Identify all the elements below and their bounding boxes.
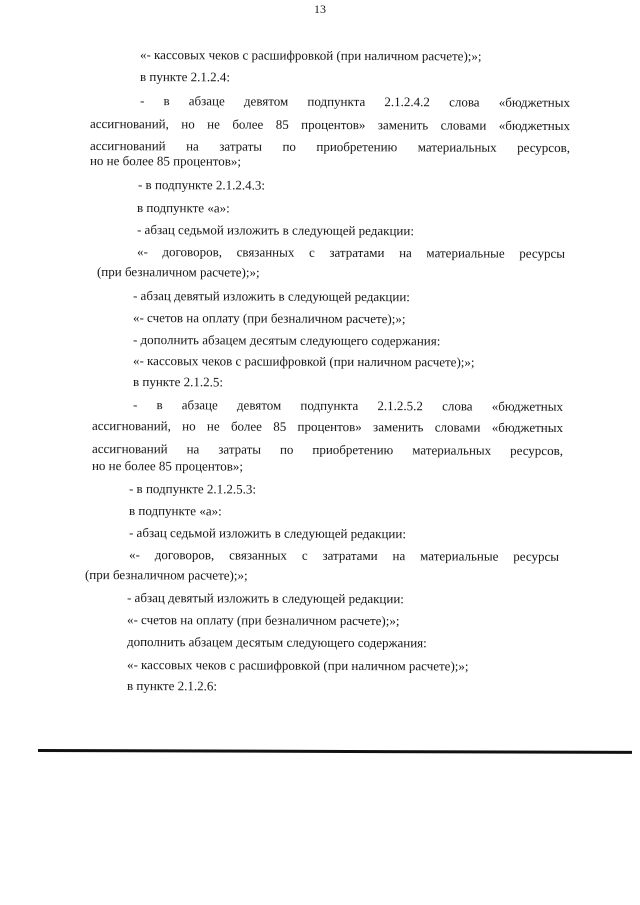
text-line: - абзац девятый изложить в следующей редакции: [126,590,404,607]
text-line: в пункте 2.1.2.4: [139,69,231,85]
text-line: в подпункте «а»: [128,503,222,519]
text-line: «- договоров, связанных с затратами на материальные ресурсы [136,244,566,261]
text-line: в пункте 2.1.2.6: [126,678,218,694]
text-line: «- кассовых чеков с расшифровкой (при наличном расчете);»; [139,47,482,64]
page-number: 13 [314,2,326,16]
text-line: (при безналичном расчете);»; [96,264,260,280]
text-line: ассигнований, но не более 85 процентов» заменить словами «бюджетных [89,116,571,134]
text-line: в подпункте «а»: [136,200,230,216]
text-line: - в абзаце девятом подпункта 2.1.2.4.2 слова «бюджетных [139,93,571,110]
text-line: - дополнить абзацем десятым следующего содержания: [132,332,441,349]
text-line: ассигнований на затраты по приобретению материальных ресурсов, [91,441,564,459]
text-line: - в подпункте 2.1.2.5.3: [128,481,257,497]
text-line: дополнить абзацем десятым следующего содержания: [126,634,427,651]
text-line: - в подпункте 2.1.2.4.3: [137,177,266,193]
text-line: - абзац седьмой изложить в следующей редакции: [128,525,407,542]
text-line: ассигнований на затраты по приобретению материальных ресурсов, [89,138,571,156]
text-line: «- кассовых чеков с расшифровкой (при наличном расчете);»; [132,353,475,370]
text-line: (при безналичном расчете);»; [84,567,248,583]
text-line: «- счетов на оплату (при безналичном расчете);»; [132,310,406,327]
text-line: «- кассовых чеков с расшифровкой (при наличном расчете);»; [126,657,469,674]
text-line: - в абзаце девятом подпункта 2.1.2.5.2 слова «бюджетных [132,397,564,414]
text-line: но не более 85 процентов»; [91,458,244,474]
text-line: но не более 85 процентов»; [89,153,242,169]
text-line: «- счетов на оплату (при безналичном расчете);»; [126,612,400,629]
text-line: «- договоров, связанных с затратами на материальные ресурсы [128,547,560,564]
text-line: в пункте 2.1.2.5: [132,374,224,390]
text-line: ассигнований, но не более 85 процентов» заменить словами «бюджетных [91,418,564,436]
footer-divider [38,749,632,754]
text-line: - абзац девятый изложить в следующей редакции: [132,288,410,305]
text-line: - абзац седьмой изложить в следующей редакции: [136,222,415,239]
